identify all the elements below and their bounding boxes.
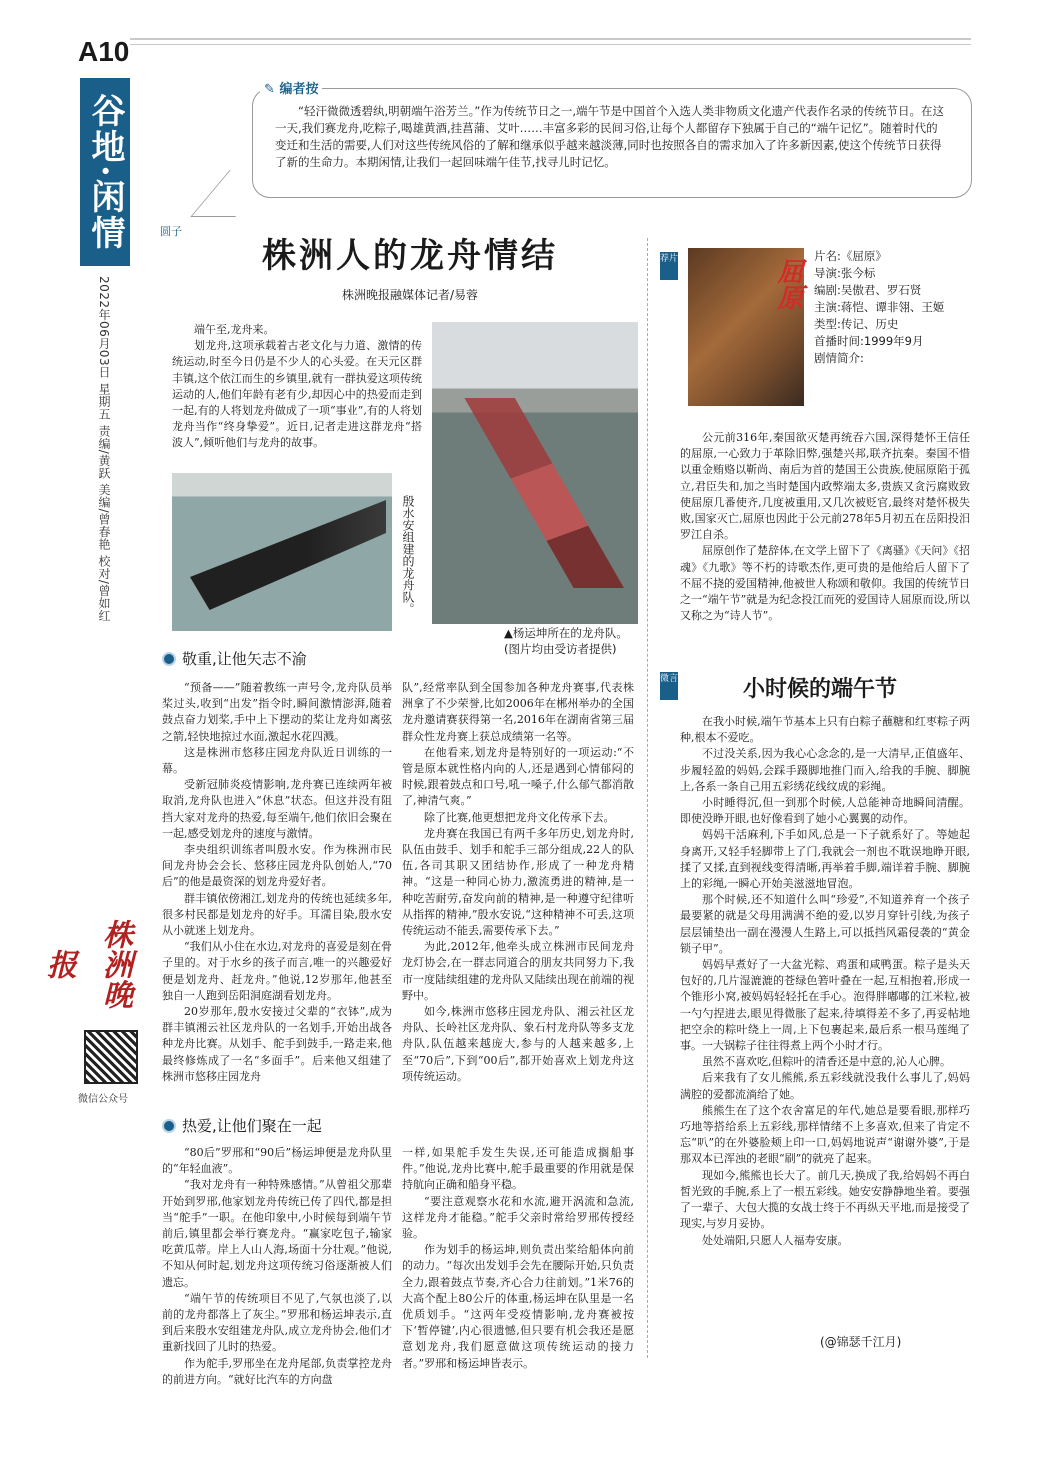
paragraph: 受新冠肺炎疫情影响,龙舟赛已连续两年被取消,龙舟队也进入“休息”状态。但这并没有阻挡大家对龙舟的热爱,每至端午,他们依旧会聚在一起,感受划龙舟的速度与激情。 (162, 778, 392, 840)
film-cast: 主演:蒋恺、谭非翎、王姬 (814, 300, 945, 314)
paragraph: 作为划手的杨运坤,则负责出桨给船体向前的动力。“每次出发划手会先在腰际开始,只负责全力,跟着鼓点节奏,齐心合力往前划。”1米76的大高个配上80公斤的体重,杨运坤在队里是一名优质划手。“这两年受疫情影响,龙舟赛被按下‘暂停键’,内心很遗憾,但只要有机会我还是愿意划龙舟,我们愿意做这项传统运动的接力者。”罗邢和杨运坤皆表示。 (402, 1243, 634, 1370)
qr-code-icon[interactable] (84, 1030, 138, 1084)
intro-paragraph: 划龙舟,这项承载着古老文化与力道、激情的传统运动,时至今日仍是不少人的心头爱。在天元区群丰镇,这个依江而生的乡镇里,就有一群执爱这项传统运动的人,他们年龄有老有少,却因心中的热爱而走到一起,有的人将划龙舟做成了一项“事业”,有的人将划龙舟当作“终身挚爱”。近日,记者走进这群龙舟“搭波人”,倾听他们与龙舟的故事。 (172, 339, 422, 450)
paragraph: 群丰镇依傍湘江,划龙舟的传统也延续多年,很多村民都是划龙舟的好手。耳濡目染,殷水安从小就迷上划龙舟。 (162, 891, 392, 938)
paragraph: 后来我有了女儿熊熊,系五彩线就没我什么事儿了,妈妈满腔的爱都流淌给了她。 (680, 1071, 970, 1101)
paragraph: 熊熊生在了这个农舍富足的年代,她总是要看眼,那样巧巧地等搭给系上五彩线,那样情绪不上多喜欢,但来了肯定不忘“叭”的在外婆脸颊上印一口,妈妈地说声“谢谢外婆”,于是那双本已浑浊的老眼“刷”的就亮了起来。 (680, 1103, 970, 1166)
paragraph: 一样,如果舵手发生失误,还可能造成搁船事件。”他说,龙舟比赛中,舵手最重要的作用就是保持航向正确和船身平稳。 (402, 1146, 634, 1192)
poster-title: 屈原 (773, 258, 803, 310)
date-line: 2022年06月03日 星期五 责编/黄跃 美编/曾春艳 校对/曾如红 (97, 276, 111, 622)
paragraph: 公元前316年,秦国欲灭楚再统吞六国,深得楚怀王信任的屈原,一心致力于革除旧弊,强楚兴邦,联齐抗秦。秦国不惜以重金贿赂以靳尚、南后为首的楚国王公贵族,使屈原陷于孤立,君臣失和,加之当时楚国内政弊端太多,贵族又贪污腐败致使屈原几番使齐,几度被重用,又几次被贬官,最终对楚怀极失败,国家灭亡,屈原也因此于公元前278年5月初五在岳阳投汨罗江自杀。 (680, 431, 970, 542)
editor-note-label-text: 编者按 (279, 82, 319, 97)
photo-caption-vertical: 殷水安组建的龙舟队。 (401, 495, 415, 615)
paragraph: “端午节的传统项目不见了,气氛也淡了,以前的龙舟都落上了灰尘。”罗邢和杨运坤表示,直到后来殷水安组建龙舟队,成立龙舟协会,他们才重新找回了儿时的热爱。 (162, 1291, 392, 1354)
paragraph: 20岁那年,殷水安接过父辈的“衣钵”,成为群丰镇湘云社区龙舟队的一名划手,开始出战各种龙舟比赛。从划手、舵手到鼓手,一路走来,他最终修炼成了一名“多面手”。后来他又组建了株洲市悠移庄园龙舟 (162, 1005, 392, 1083)
top-rule (130, 38, 971, 40)
paragraph: “预备——”随着教练一声号令,龙舟队员举桨过头,收到“出发”指令时,瞬间激情澎湃,随着鼓点奋力划桨,手中上下摆动的桨让龙舟如离弦之箭,轻快地掠过水面,激起水花四溅。 (162, 681, 392, 743)
essay-title: 小时候的端午节 (742, 676, 897, 702)
paragraph: 处处端阳,只愿人人福寿安康。 (702, 1233, 849, 1247)
film-screenwriter: 编剧:吴傲君、罗石贤 (814, 283, 922, 297)
pen-icon: ✎ (264, 82, 275, 97)
section2-col2 (402, 1145, 634, 1372)
paragraph: “我们从小住在水边,对龙舟的喜爱是刻在骨子里的。对于水乡的孩子而言,唯一的兴趣爱好便是划龙舟、赶龙舟。”他说,12岁那年,他甚至独自一人跑到岳阳洞庭湖看划龙舟。 (162, 940, 392, 1002)
section2-heading (162, 1115, 322, 1136)
paragraph: 在我小时候,端午节基本上只有白粽子蘸糖和红枣粽子两种,根本不爱吃。 (680, 715, 970, 745)
paragraph: 屈原创作了楚辞体,在文学上留下了《离骚》《天问》《招魂》《九歌》等不朽的诗歌杰作,更可贵的是他给后人留下了不屈不挠的爱国精神,他被世人称颂和敬仰。我国的传统节日之一“端午节”就是为纪念投江而死的爱国诗人屈原而设,所以又称之为“诗人节”。 (680, 544, 970, 623)
main-byline: 株洲晚报融媒体记者/易蓉 (341, 288, 479, 302)
paragraph: 李央组织训练者叫殷水安。作为株洲市民间龙舟协会会长、悠移庄园龙舟队创始人,“70后”的他是最资深的划龙舟爱好者。 (162, 843, 392, 889)
editor-note-box (252, 88, 972, 198)
essay-body (680, 714, 970, 1249)
editor-note-label (260, 78, 322, 97)
bullet-circle-icon (162, 1119, 176, 1133)
page-number: A10 (78, 36, 130, 67)
paragraph: 小时睡得沉,但一到那个时候,人总能神奇地瞬间清醒。即使没睁开眼,也好像看到了她小心翼翼的动作。 (680, 796, 970, 826)
top-rule-thin (130, 44, 971, 45)
intro-paragraph: 端午至,龙舟来。 (194, 323, 275, 336)
paragraph: 队”,经常率队到全国参加各种龙舟赛事,代表株洲拿了不少荣誉,比如2006年在郴州举办的全国龙舟邀请赛获得第一名,2016年在湖南省第三届群众性龙舟赛上获总成绩第一名等。 (402, 681, 634, 743)
paragraph: 那个时候,还不知道什么叫“珍爱”,不知道养育一个孩子最要紧的就是父母用满满不绝的爱,以岁月穿针引线,为孩子层层铺垫出一副在漫漫人生路上,可以抵挡风霜侵袭的“黄金锁子甲”。 (680, 893, 970, 955)
bullet-circle-icon (162, 652, 176, 666)
paragraph: 如今,株洲市悠移庄园龙舟队、湘云社区龙舟队、长岭社区龙舟队、象石村龙舟队等多支龙舟队,队伍越来越庞大,参与的人越来越多,上至“70后”,下到“00后”,都开始喜欢上划龙舟这项传统运动。 (402, 1005, 634, 1083)
paragraph: 虽然不喜欢吃,但粽叶的清香还是中意的,沁人心脾。 (702, 1055, 951, 1069)
film-name: 片名:《屈原》 (814, 249, 887, 263)
film-info (814, 248, 974, 367)
film-synopsis-label: 剧情简介: (814, 351, 864, 365)
film-premiere: 首播时间:1999年9月 (814, 334, 924, 348)
paragraph: 龙舟赛在我国已有两千多年历史,划龙舟时,队伍由鼓手、划手和舵手三部分组成,22人的队伍,各司其职又团结协作,形成了一种龙舟精神。“这是一种同心协力,激流勇进的精神,是一种吃苦耐劳,奋发向前的精神,是一种遵守纪律听从指挥的精神,”殷水安说,“这种精神不可丢,这项传统运动不能丢,需要传承下去。” (402, 826, 634, 938)
paragraph: 除了比赛,他更想把龙舟文化传承下去。 (424, 810, 615, 824)
section1-heading (162, 648, 307, 669)
main-intro (172, 322, 422, 452)
paragraph: 不过没关系,因为我心心念念的,是一大清早,正值盛年、步履轻盈的妈妈,会踩手蹑脚地推门而入,给我的手腕、脚腕上,各系一条自己用五彩绣花线纹成的彩绳。 (680, 747, 970, 793)
paragraph: 作为舵手,罗邢坐在龙舟尾部,负责掌控龙舟的前进方向。“就好比汽车的方向盘 (162, 1356, 392, 1386)
newspaper-logo: 株洲晚报 (41, 919, 132, 1009)
column-divider (647, 238, 648, 1358)
section2-heading-text: 热爱,让他们聚在一起 (182, 1117, 322, 1135)
section-title: 谷地·闲情 (80, 78, 130, 266)
essay-signature: (@锦瑟千江月) (820, 1335, 902, 1349)
editor-note-text: “轻汗微微透碧纨,明朝端午浴芳兰。”作为传统节日之一,端午节是中国首个入选人类非物质文化遗产代表作名录的传统节日。在这一天,我们赛龙舟,吃粽子,喝雄黄酒,挂菖蒲、艾叶……丰富多彩的民间习俗,让每个人都留存下独属于自己的“端午记忆”。随着时代的变迁和生活的需要,人们对这些传统风俗的了解和继承似乎越来越淡薄,同时也按照各自的需求加入了许多新因素,使这个传统节日获得了新的生命力。本期闲情,让我们一起回味端午佳节,找寻儿时记忆。 (275, 104, 944, 169)
recommend-tag: 荐片 (660, 252, 678, 280)
paragraph: “要注意观察水花和水流,避开涡流和急流,这样龙舟才能稳。”舵手父亲时常给罗邢传授经验。 (402, 1194, 634, 1241)
main-headline: 株洲人的龙舟情结 (262, 236, 558, 276)
main-tag-text: 圆子 (160, 225, 182, 238)
paragraph: 在他看来,划龙舟是特别好的一项运动:“不管是原本就性格内向的人,还是遇到心情郁闷的时候,跟着鼓点和口号,吼一嗓子,什么郁气都消散了,神清气爽。” (402, 745, 634, 808)
paragraph: 这是株洲市悠移庄园龙舟队近日训练的一幕。 (162, 745, 392, 776)
section1-col1 (162, 680, 392, 1085)
paragraph: 为此,2012年,他牵头成立株洲市民间龙舟龙灯协会,在一群志同道合的朋友共同努力下,我市一度陆续组建的龙舟队又陆续出现在前端的视野中。 (402, 940, 634, 1002)
paragraph: 妈妈干活麻利,下手如风,总是一下子就系好了。等她起身离开,又轻手轻脚带上了门,我就会一剂也不耽误地睁开眼,揉了又揉,直到视线变得清晰,再举着手脚,端详着手腕、脚腕上的彩绳,一瞬心开始美滋滋地冒泡。 (680, 828, 970, 891)
main-tag (160, 220, 182, 239)
essay-tag: 微言 (660, 672, 678, 700)
paragraph: 妈妈早煮好了一大盆光粽、鸡蛋和咸鸭蛋。粽子是头天包好的,几片湿漉漉的苍绿色箬叶叠在一起,互相抱着,形成一个锥形小窝,被妈妈轻轻托在手心。泡得胖嘟嘟的江米粒,被一勺勺捏进去,眼见得微胀了起来,待填得差不多了,再妥帖地把空余的粽叶绕上一周,上下包裹起来,最后系一根马莲绳了事。一大锅粽子往往得煮上两个小时才行。 (680, 958, 970, 1053)
film-synopsis (680, 430, 970, 624)
photo-caption: ▲杨运坤所在的龙舟队。(图片均由受访者提供) (504, 626, 628, 656)
paragraph: “80后”罗邢和“90后”杨运坤便是龙舟队里的“年轻血液”。 (162, 1146, 392, 1176)
film-director: 导演:张今标 (814, 266, 876, 280)
film-genre: 类型:传记、历史 (814, 317, 899, 331)
section1-heading-text: 敬重,让他矢志不渝 (182, 650, 307, 668)
section2-col1 (162, 1145, 392, 1388)
paragraph: 现如今,熊熊也长大了。前几天,换成了我,给妈妈不再白皙光致的手腕,系上了一根五彩线。她安安静静地坐着。要强了一辈子、大包大揽的女战士终于不再纵天平地,而是接受了现实,与岁月妥协。 (680, 1168, 970, 1231)
section1-col2 (402, 680, 634, 1085)
paragraph: “我对龙舟有一种特殊感情。”从曾祖父那辈开始到罗邢,他家划龙舟传统已传了四代,都是担当“舵手”一职。在他印象中,小时候每到端午节前后,镇里都会举行赛龙舟。“赢家吃包子,输家吃黄瓜蒂。岸上人山人海,场面十分壮观。”他说,不知从何时起,划龙舟这项传统习俗逐渐被人们遗忘。 (162, 1178, 392, 1289)
qr-label: 微信公众号 (78, 1094, 128, 1105)
